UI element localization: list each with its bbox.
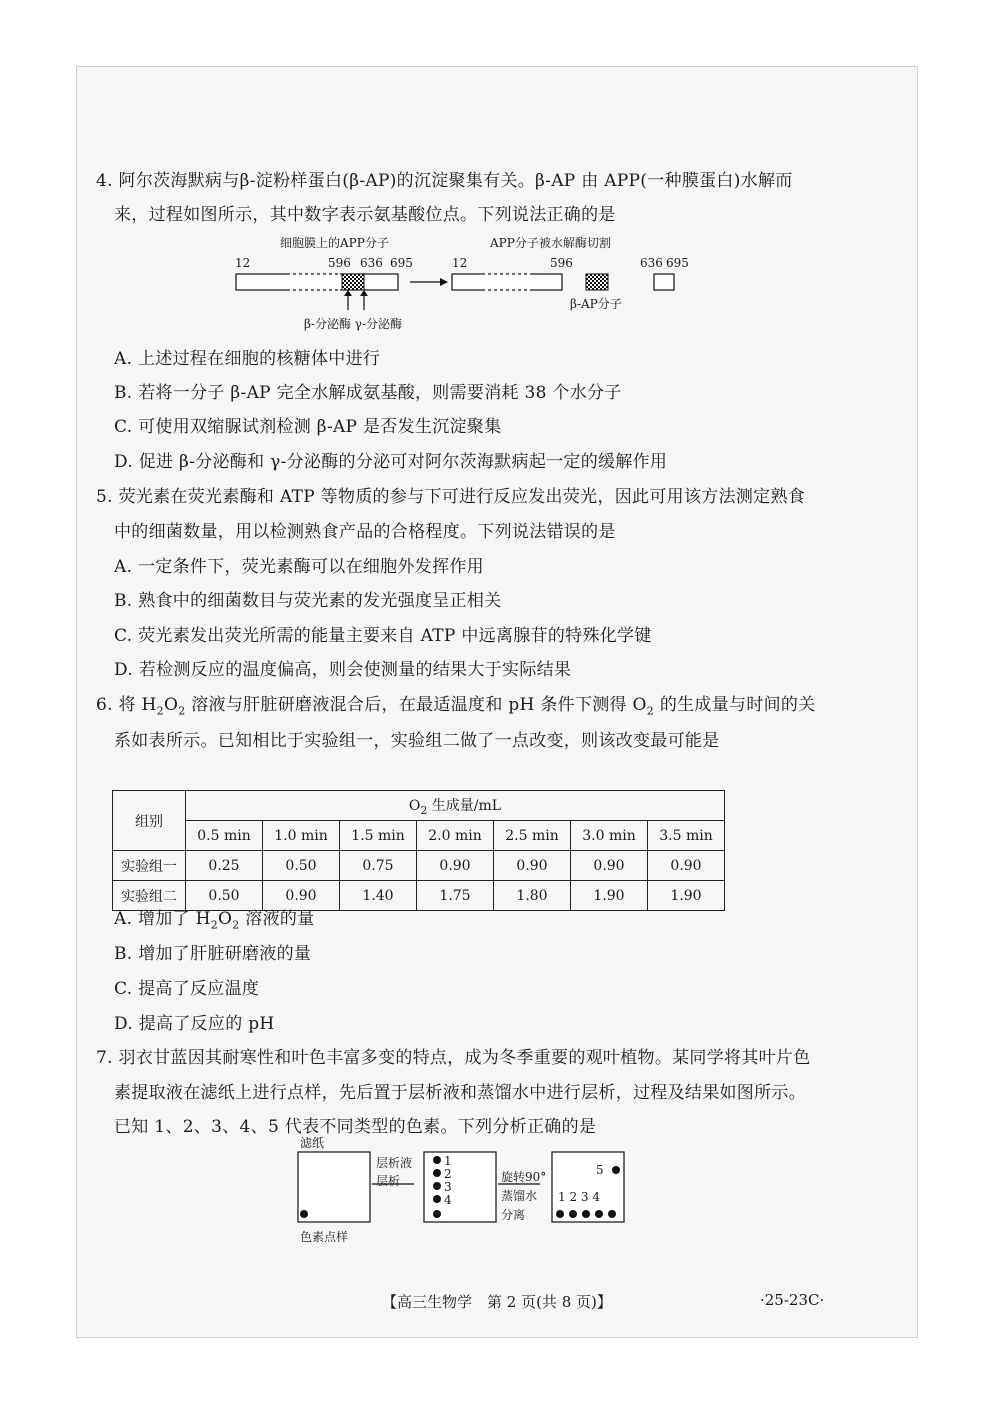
fig-num: 695 [390,256,413,270]
time-header: 2.5 min [494,821,571,851]
paper-label: 滤纸 [300,1136,325,1150]
q5-option-a: A. 一定条件下，荧光素酶可以在细胞外发挥作用 [114,557,484,577]
table-cell: 0.90 [571,851,648,881]
q6-option-b: B. 增加了肝脏研磨液的量 [114,944,312,964]
table-cell: 1.40 [340,881,417,911]
table-cell: 0.25 [186,851,263,881]
q7-line3: 已知 1、2、3、4、5 代表不同类型的色素。下列分析正确的是 [114,1117,597,1137]
time-header: 1.0 min [263,821,340,851]
table-cell: 1.90 [571,881,648,911]
q6-line1: 6. 将 $H_2O_2$ 溶液与肝脏研磨液混合后，在最适温度和 pH 条件下测得 $O_2$ 的生成量与时间的关 [96,695,816,718]
q4-line1: 4. 阿尔茨海默病与β-淀粉样蛋白(β-AP)的沉淀聚集有关。β-AP 由 APP(一种膜蛋白)水解而 [96,171,793,191]
spot-number: 3 [444,1180,452,1194]
q5-line1: 5. 荧光素在荧光素酶和 ATP 等物质的参与下可进行反应发出荧光，因此可用该方法测定熟食 [96,487,806,507]
app-cleavage-diagram [230,270,700,330]
q5-option-b: B. 熟食中的细菌数目与荧光素的发光强度呈正相关 [114,591,502,611]
spot-number: 5 [596,1163,604,1177]
q4-line2: 来，过程如图所示，其中数字表示氨基酸位点。下列说法正确的是 [114,205,616,225]
row-label: 实验组二 [113,881,186,911]
q5-option-c: C. 荧光素发出荧光所需的能量主要来自 ATP 中远离腺苷的特殊化学键 [114,626,652,646]
step1-label-b: 层析 [376,1174,401,1188]
q6-option-c: C. 提高了反应温度 [114,979,260,999]
o2-header: $O_2$ 生成量/mL [186,791,725,821]
fig-num: 596 [550,256,573,270]
fig-num: 12 [235,256,251,270]
group-header: 组别 [113,791,186,851]
step2-label-b: 蒸馏水 [501,1189,538,1203]
fig-num: 636 [360,256,383,270]
table-cell: 0.50 [186,881,263,911]
q4-option-d: D. 促进 β-分泌酶和 γ-分泌酶的分泌可对阿尔茨海默病起一定的缓解作用 [114,452,668,472]
spot-number: 4 [444,1193,452,1207]
table-cell: 1.90 [648,881,725,911]
table-cell: 0.90 [417,851,494,881]
q6-option-d: D. 提高了反应的 pH [114,1014,275,1034]
o2-data-table [112,790,725,911]
time-header: 2.0 min [417,821,494,851]
q4-option-c: C. 可使用双缩脲试剂检测 β-AP 是否发生沉淀聚集 [114,417,502,437]
time-header: 1.5 min [340,821,417,851]
q4-option-b: B. 若将一分子 β-AP 完全水解成氨基酸，则需要消耗 38 个水分子 [114,383,622,403]
table-cell: 0.90 [648,851,725,881]
table-cell: 0.90 [494,851,571,881]
q7-line2: 素提取液在滤纸上进行点样，先后置于层析液和蒸馏水中进行层析，过程及结果如图所示。 [114,1083,806,1103]
spot-number: 2 [444,1167,452,1181]
step2-label-a: 旋转90° [501,1170,547,1184]
time-header: 3.0 min [571,821,648,851]
fig-right-title: APP分子被水解酶切割 [490,236,611,250]
step2-label-c: 分离 [501,1208,526,1222]
fig-fragment-label: β-AP分子 [570,297,622,311]
table-row [113,851,725,881]
table-cell: 0.50 [263,851,340,881]
q6-option-a: A. 增加了 $H_2O_2$ 溶液的量 [114,909,315,932]
spot-number: 1 [444,1154,452,1168]
table-cell: 0.90 [263,881,340,911]
page-footer: 【高三生物学 第 2 页(共 8 页)】 [382,1293,612,1311]
q7-line1: 7. 羽衣甘蓝因其耐寒性和叶色丰富多变的特点，成为冬季重要的观叶植物。某同学将其叶片色 [96,1048,811,1068]
fig-left-title: 细胞膜上的APP分子 [280,236,389,250]
spot-row-numbers: 1 2 3 4 [558,1190,600,1204]
table-cell: 1.75 [417,881,494,911]
time-header: 3.5 min [648,821,725,851]
page-code: ·25-23C· [760,1291,825,1309]
table-cell: 1.80 [494,881,571,911]
q6-line2: 系如表所示。已知相比于实验组一，实验组二做了一点改变，则该改变最可能是 [114,731,720,751]
fig-num: 695 [666,256,689,270]
fig-num: 596 [328,256,351,270]
fig-enzymes: β-分泌酶 γ-分泌酶 [304,317,403,331]
spot-label: 色素点样 [300,1230,349,1244]
fig-num: 636 [640,256,663,270]
fig-num: 12 [452,256,468,270]
time-header: 0.5 min [186,821,263,851]
q4-option-a: A. 上述过程在细胞的核糖体中进行 [114,349,381,369]
q5-line2: 中的细菌数量，用以检测熟食产品的合格程度。下列说法错误的是 [114,522,616,542]
q5-option-d: D. 若检测反应的温度偏高，则会使测量的结果大于实际结果 [114,660,572,680]
table-cell: 0.75 [340,851,417,881]
step1-label-a: 层析液 [376,1156,413,1170]
row-label: 实验组一 [113,851,186,881]
